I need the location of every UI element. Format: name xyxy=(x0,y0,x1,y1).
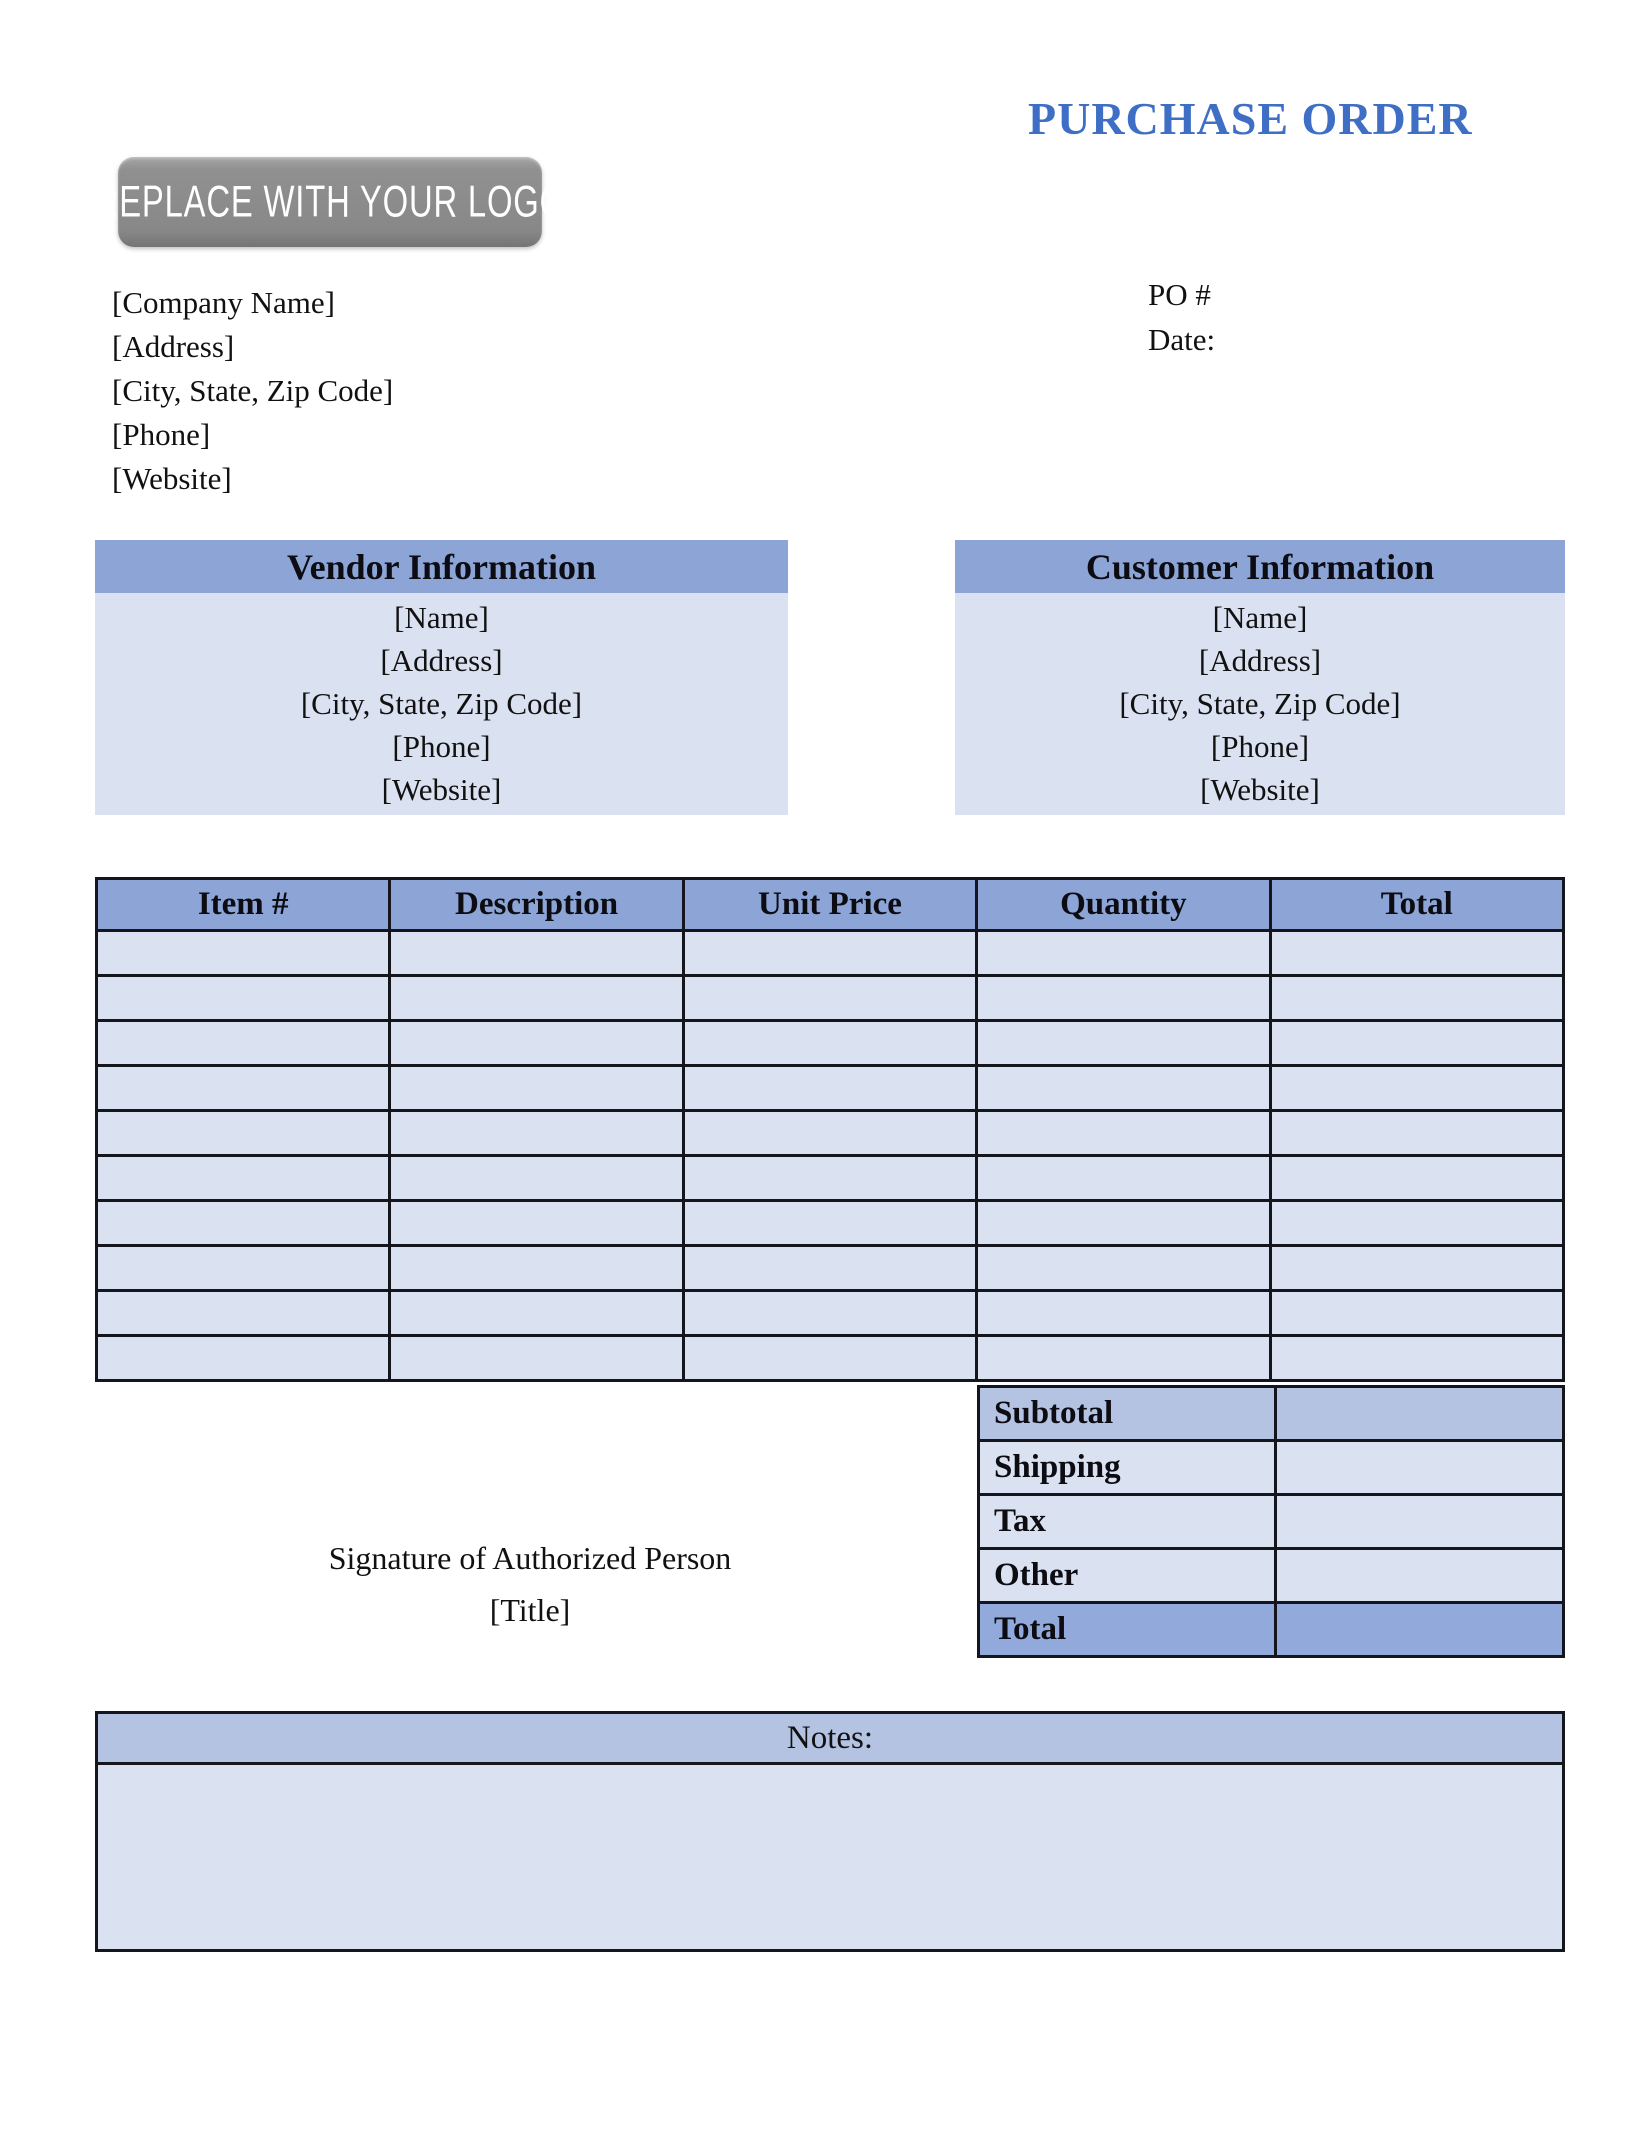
item-total-cell[interactable] xyxy=(1270,1201,1563,1246)
item-number-cell[interactable] xyxy=(97,976,390,1021)
notes-title: Notes: xyxy=(98,1714,1562,1765)
customer-information-body xyxy=(955,593,1565,815)
item-description-cell[interactable] xyxy=(390,931,683,976)
item-unit-price-cell[interactable] xyxy=(683,1111,976,1156)
vendor-info-placeholder[interactable]: [Address] xyxy=(380,643,503,678)
total-label: Total xyxy=(979,1603,1276,1657)
item-row xyxy=(97,976,1564,1021)
order-meta-block xyxy=(1148,272,1215,362)
subtotal-value-cell[interactable] xyxy=(1275,1387,1563,1441)
item-description-cell[interactable] xyxy=(390,1291,683,1336)
vendor-info-placeholder[interactable]: [Name] xyxy=(394,600,489,635)
vendor-information-box xyxy=(95,540,788,815)
item-number-cell[interactable] xyxy=(97,1201,390,1246)
customer-info-placeholder[interactable]: [Name] xyxy=(1212,600,1308,635)
notes-box xyxy=(95,1711,1565,1952)
item-description-cell[interactable] xyxy=(390,1066,683,1111)
customer-info-placeholder[interactable]: [Website] xyxy=(1200,772,1320,807)
customer-info-placeholder[interactable]: [Phone] xyxy=(1210,729,1310,764)
company-info-placeholder[interactable]: [City, State, Zip Code] xyxy=(112,373,394,408)
notes-body[interactable] xyxy=(98,1765,1562,1949)
other-value-cell[interactable] xyxy=(1275,1549,1563,1603)
item-description-cell[interactable] xyxy=(390,1111,683,1156)
item-unit-price-cell[interactable] xyxy=(683,931,976,976)
item-quantity-cell[interactable] xyxy=(977,1201,1270,1246)
tax-value-cell[interactable] xyxy=(1275,1495,1563,1549)
customer-information-title: Customer Information xyxy=(955,540,1565,593)
column-header-unit-price: Unit Price xyxy=(683,879,976,931)
item-number-cell[interactable] xyxy=(97,1246,390,1291)
item-total-cell[interactable] xyxy=(1270,1336,1563,1381)
item-quantity-cell[interactable] xyxy=(977,1111,1270,1156)
item-total-cell[interactable] xyxy=(1270,931,1563,976)
item-total-cell[interactable] xyxy=(1270,1156,1563,1201)
signature-caption: Signature of Authorized Person xyxy=(328,1540,732,1576)
summary-row-subtotal xyxy=(979,1387,1564,1441)
summary-row-shipping xyxy=(979,1441,1564,1495)
item-quantity-cell[interactable] xyxy=(977,1021,1270,1066)
column-header-quantity: Quantity xyxy=(977,879,1270,931)
item-quantity-cell[interactable] xyxy=(977,1291,1270,1336)
item-description-cell[interactable] xyxy=(390,1246,683,1291)
item-unit-price-cell[interactable] xyxy=(683,1336,976,1381)
po-number-label: PO # xyxy=(1148,277,1211,312)
item-unit-price-cell[interactable] xyxy=(683,1021,976,1066)
item-total-cell[interactable] xyxy=(1270,1021,1563,1066)
item-total-cell[interactable] xyxy=(1270,1291,1563,1336)
signature-block xyxy=(200,1532,860,1636)
company-info-placeholder[interactable]: [Phone] xyxy=(112,417,211,452)
item-row xyxy=(97,931,1564,976)
item-row xyxy=(97,1066,1564,1111)
column-header-total: Total xyxy=(1270,879,1563,931)
summary-table xyxy=(977,1385,1565,1658)
item-quantity-cell[interactable] xyxy=(977,976,1270,1021)
item-description-cell[interactable] xyxy=(390,1021,683,1066)
item-row xyxy=(97,1201,1564,1246)
items-table-header-row xyxy=(97,879,1564,931)
column-header-item-number: Item # xyxy=(97,879,390,931)
item-number-cell[interactable] xyxy=(97,1021,390,1066)
vendor-information-body xyxy=(95,593,788,815)
tax-label: Tax xyxy=(979,1495,1276,1549)
vendor-information-title: Vendor Information xyxy=(95,540,788,593)
item-quantity-cell[interactable] xyxy=(977,931,1270,976)
item-number-cell[interactable] xyxy=(97,1291,390,1336)
vendor-info-placeholder[interactable]: [Website] xyxy=(381,772,502,807)
item-row xyxy=(97,1111,1564,1156)
item-quantity-cell[interactable] xyxy=(977,1066,1270,1111)
item-number-cell[interactable] xyxy=(97,931,390,976)
item-number-cell[interactable] xyxy=(97,1111,390,1156)
logo-placeholder[interactable] xyxy=(94,157,566,247)
summary-row-other xyxy=(979,1549,1564,1603)
item-total-cell[interactable] xyxy=(1270,1246,1563,1291)
logo-placeholder-text: REPLACE WITH YOUR LOGO xyxy=(94,176,566,227)
summary-row-total xyxy=(979,1603,1564,1657)
column-header-description: Description xyxy=(390,879,683,931)
company-info-placeholder[interactable]: [Website] xyxy=(112,461,232,496)
item-unit-price-cell[interactable] xyxy=(683,976,976,1021)
item-total-cell[interactable] xyxy=(1270,1066,1563,1111)
company-info-placeholder[interactable]: [Address] xyxy=(112,329,235,364)
item-row xyxy=(97,1336,1564,1381)
signature-title-placeholder[interactable]: [Title] xyxy=(489,1592,571,1628)
other-label: Other xyxy=(979,1549,1276,1603)
company-info-placeholder[interactable]: [Company Name] xyxy=(112,285,335,320)
item-description-cell[interactable] xyxy=(390,1156,683,1201)
item-number-cell[interactable] xyxy=(97,1156,390,1201)
vendor-info-placeholder[interactable]: [Phone] xyxy=(392,729,491,764)
summary-row-tax xyxy=(979,1495,1564,1549)
item-row xyxy=(97,1246,1564,1291)
company-info-block xyxy=(112,281,393,501)
customer-information-box xyxy=(955,540,1565,815)
page-title: PURCHASE ORDER xyxy=(1028,93,1473,144)
item-quantity-cell[interactable] xyxy=(977,1336,1270,1381)
subtotal-label: Subtotal xyxy=(979,1387,1276,1441)
item-number-cell[interactable] xyxy=(97,1066,390,1111)
item-number-cell[interactable] xyxy=(97,1336,390,1381)
item-row xyxy=(97,1021,1564,1066)
shipping-label: Shipping xyxy=(979,1441,1276,1495)
items-table xyxy=(95,877,1565,1382)
shipping-value-cell[interactable] xyxy=(1275,1441,1563,1495)
vendor-info-placeholder[interactable]: [City, State, Zip Code] xyxy=(300,686,583,721)
item-unit-price-cell[interactable] xyxy=(683,1246,976,1291)
item-quantity-cell[interactable] xyxy=(977,1246,1270,1291)
date-label: Date: xyxy=(1148,322,1216,357)
item-description-cell[interactable] xyxy=(390,976,683,1021)
item-unit-price-cell[interactable] xyxy=(683,1291,976,1336)
item-total-cell[interactable] xyxy=(1270,976,1563,1021)
item-quantity-cell[interactable] xyxy=(977,1156,1270,1201)
customer-info-placeholder[interactable]: [Address] xyxy=(1198,643,1322,678)
total-value-cell[interactable] xyxy=(1275,1603,1563,1657)
item-description-cell[interactable] xyxy=(390,1201,683,1246)
item-description-cell[interactable] xyxy=(390,1336,683,1381)
item-row xyxy=(97,1291,1564,1336)
item-total-cell[interactable] xyxy=(1270,1111,1563,1156)
customer-info-placeholder[interactable]: [City, State, Zip Code] xyxy=(1119,686,1401,721)
item-row xyxy=(97,1156,1564,1201)
item-unit-price-cell[interactable] xyxy=(683,1201,976,1246)
item-unit-price-cell[interactable] xyxy=(683,1156,976,1201)
item-unit-price-cell[interactable] xyxy=(683,1066,976,1111)
